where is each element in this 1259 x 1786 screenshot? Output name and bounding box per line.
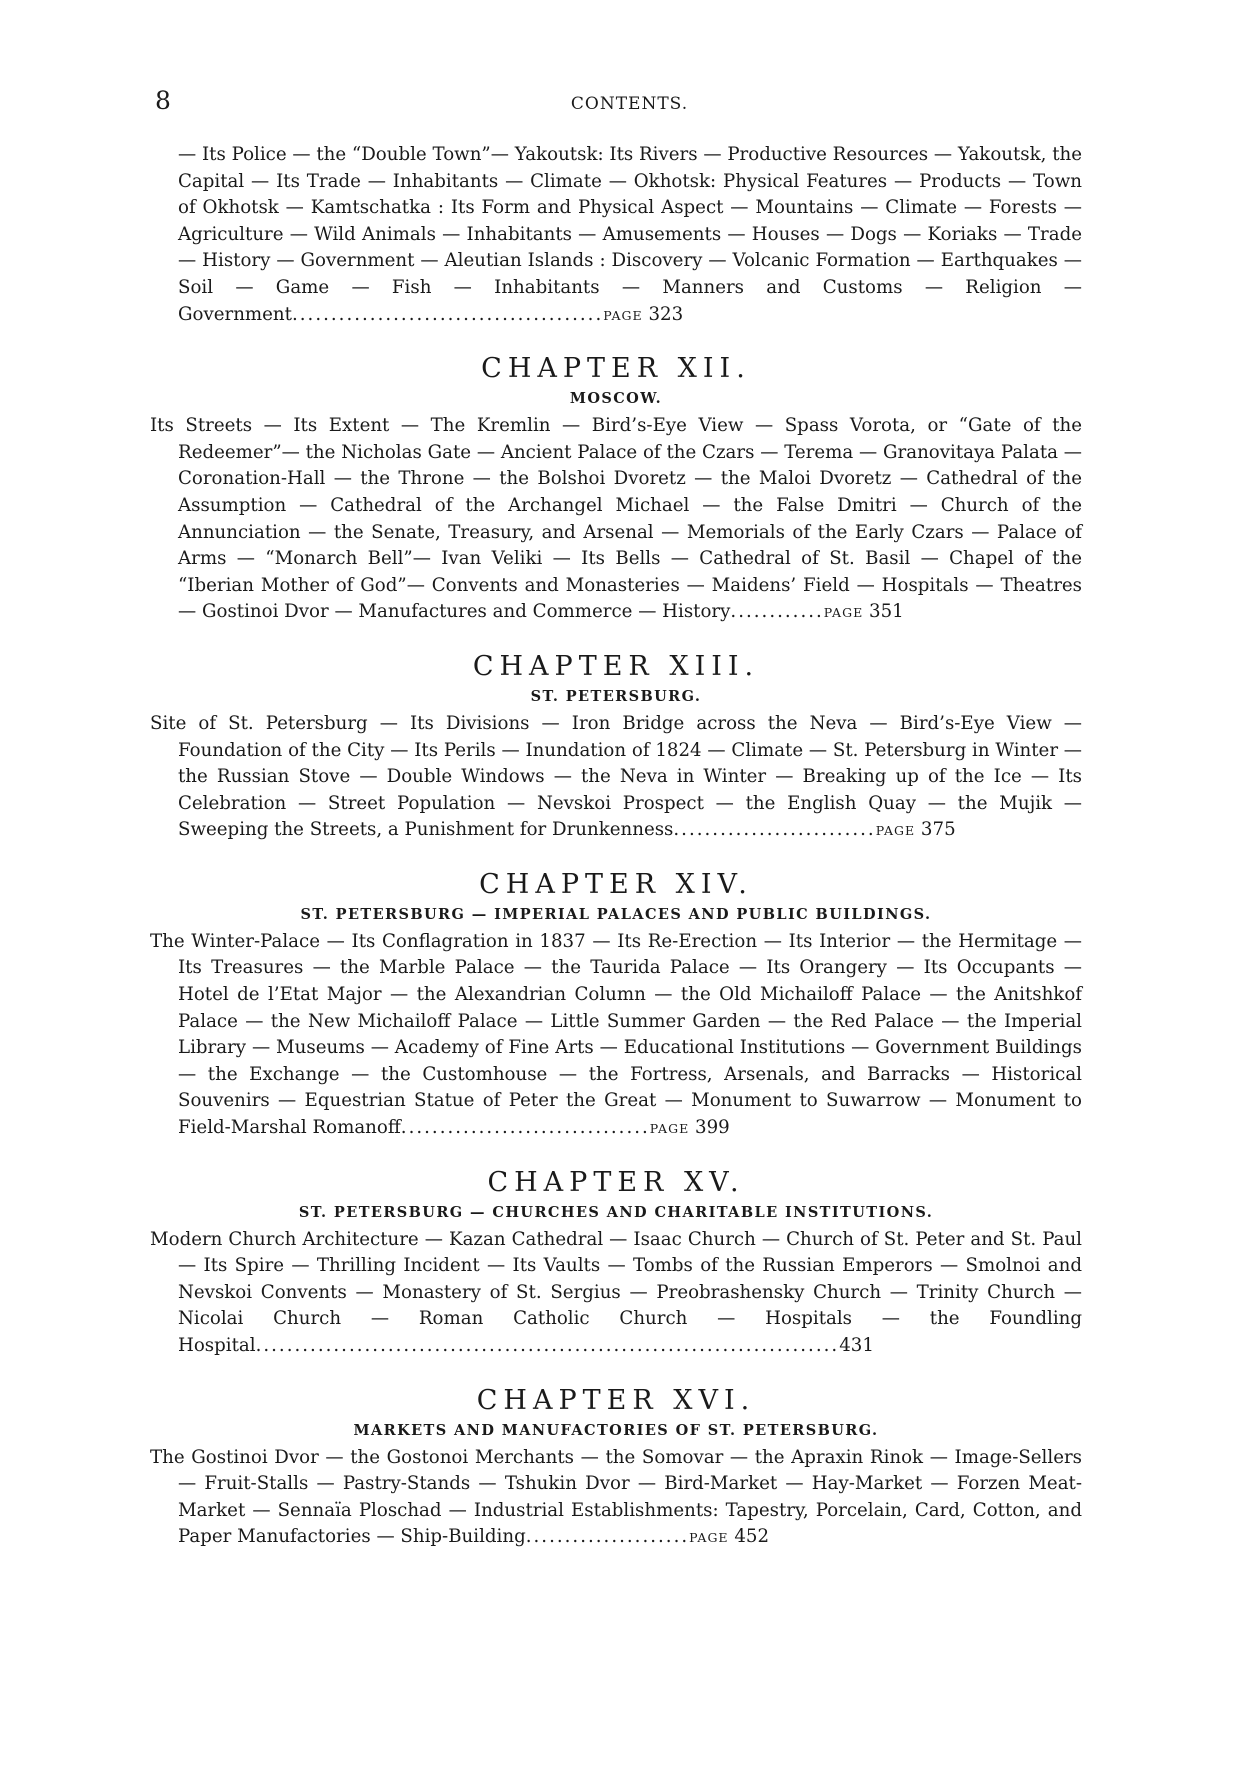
page-ref: 375 (920, 819, 956, 841)
page-number: 8 (155, 86, 171, 115)
chapter-subtitle: MARKETS AND MANUFACTORIES OF ST. PETERSBURG. (353, 1421, 879, 1439)
chapter-subtitle: ST. PETERSBURG — IMPERIAL PALACES AND PUBLIC BUILDINGS. (300, 905, 932, 923)
summary-text: Site of St. Petersburg — Its Divisions — Iron Bridge across the Neva — Bird’s-Eye View — Foundation of the City — Its Perils — Inundation of 1824 — Climate — St. Petersburg in Winter — the Russian Stove — Double Windows — the Neva in Winter — Breaking up of the Ice — Its Celebration — Street Population — Nevskoi Prospect — the English Quay — the Mujik — Sweeping the Streets, a Punishment for Drunkenness (150, 712, 1082, 841)
leader-dots: ........................................................................... (255, 1335, 840, 1356)
summary-text: Modern Church Architecture — Kazan Cathedral — Isaac Church — Church of St. Peter and St. Paul — Its Spire — Thrilling Incident — Its Vaults — Tombs of the Russian Emperors — Smolnoi and Nevskoi Convents — Monastery of St. Sergius — Preobrashensky Church — Trinity Church — Nicolai Church — Roman Catholic Church — Hospitals — the Foundling Hospital (150, 1228, 1082, 1356)
leader-dots: ................................ (400, 1117, 650, 1139)
chapter-summary (150, 1445, 1082, 1552)
chapter-subtitle: ST. PETERSBURG. (530, 687, 702, 705)
chapter-13 (150, 651, 1082, 845)
intro-entry (150, 142, 1082, 329)
page-label: PAGE (875, 823, 916, 839)
chapter-summary (150, 929, 1082, 1143)
intro-page-label: PAGE (603, 307, 643, 323)
leader-dots: .......................... (673, 819, 876, 841)
page-ref: 431 (839, 1335, 874, 1356)
chapter-title: CHAPTER XV. (487, 1166, 745, 1198)
chapter-summary (150, 711, 1082, 845)
page-ref: 351 (869, 601, 904, 623)
page-ref: 452 (734, 1526, 770, 1548)
leader-dots: ..................... (525, 1526, 690, 1548)
intro-page: 323 (648, 303, 684, 325)
chapter-15 (150, 1167, 1082, 1361)
intro-leader: ........................................ (291, 303, 604, 325)
chapter-subtitle: MOSCOW. (569, 390, 663, 408)
page-ref: 399 (695, 1117, 730, 1139)
chapter-title: CHAPTER XIII. (472, 650, 760, 682)
chapter-title: CHAPTER XIV. (479, 868, 753, 900)
chapter-summary (150, 1227, 1082, 1361)
contents-body (150, 142, 1082, 1552)
chapter-12 (150, 353, 1082, 627)
running-head: CONTENTS. (570, 94, 689, 114)
chapter-subtitle: ST. PETERSBURG — CHURCHES AND CHARITABLE INSTITUTIONS. (298, 1203, 934, 1221)
chapter-16 (150, 1385, 1082, 1552)
chapter-summary (150, 413, 1082, 627)
summary-text: Its Streets — Its Extent — The Kremlin — Bird’s-Eye View — Spass Vorota, or “Gate of the Redeemer”— the Nicholas Gate — Ancient Palace of the Czars — Terema — Granovitaya Palata — Coronation-Hall — the Throne — the Bolshoi Dvoretz — the Maloi Dvoretz — Cathedral of the Assumption — Cathedral of the Archangel Michael — the False Dmitri — Church of the Annunciation — the Senate, Treasury, and Arsenal — Memorials of the Early Czars — Palace of Arms — “Monarch Bell”— Ivan Veliki — Its Bells — Cathedral of St. Basil — Chapel of the “Iberian Mother of God”— Convents and Monasteries — Maidens’ Field — Hospitals — Theatres — Gostinoi Dvor — Manufactures and Commerce — History (150, 415, 1082, 623)
summary-text: The Winter-Palace — Its Conflagration in 1837 — Its Re-Erection — Its Interior — the Hermitage — Its Treasures — the Marble Palace — the Taurida Palace — Its Orangery — Its Occupants — Hotel de l’Etat Major — the Alexandrian Column — the Old Michailoff Palace — the Anitshkof Palace — the New Michailoff Palace — Little Summer Garden — the Red Palace — the Imperial Library — Museums — Academy of Fine Arts — Educational Institutions — Government Buildings — the Exchange — the Customhouse — the Fortress, Arsenals, and Barracks — Historical Souvenirs — Equestrian Statue of Peter the Great — Monument to Suwarrow — Monument to Field-Marshal Romanoff (150, 930, 1082, 1139)
intro-text: — Its Police — the “Double Town”— Yakoutsk: Its Rivers — Productive Resources — Yakoutsk, the Capital — Its Trade — Inhabitants — Climate — Okhotsk: Physical Features — Products — Town of Okhotsk — Kamtschatka : Its Form and Physical Aspect — Mountains — Climate — Forests — Agriculture — Wild Animals — Inhabitants — Amusements — Houses — Dogs — Koriaks — Trade — History — Government — Aleutian Islands : Discovery — Volcanic Formation — Earthquakes — Soil — Game — Fish — Inhabitants — Manners and Customs — Religion — Government (178, 144, 1082, 325)
chapter-title: CHAPTER XII. (481, 353, 751, 385)
page-label: PAGE (649, 1121, 690, 1137)
summary-text: The Gostinoi Dvor — the Gostonoi Merchants — the Somovar — the Apraxin Rinok — Image-Sellers — Fruit-Stalls — Pastry-Stands — Tshukin Dvor — Bird-Market — Hay-Market — Forzen Meat-Market — Sennaïa Ploschad — Industrial Establishments: Tapestry, Porcelain, Card, Cotton, and Paper Manufactories — Ship-Building (150, 1446, 1082, 1548)
page-label: PAGE (823, 605, 864, 621)
page-label: PAGE (689, 1530, 729, 1546)
chapter-title: CHAPTER XVI. (476, 1384, 756, 1416)
leader-dots: ............ (730, 601, 824, 623)
chapter-14 (150, 869, 1082, 1143)
